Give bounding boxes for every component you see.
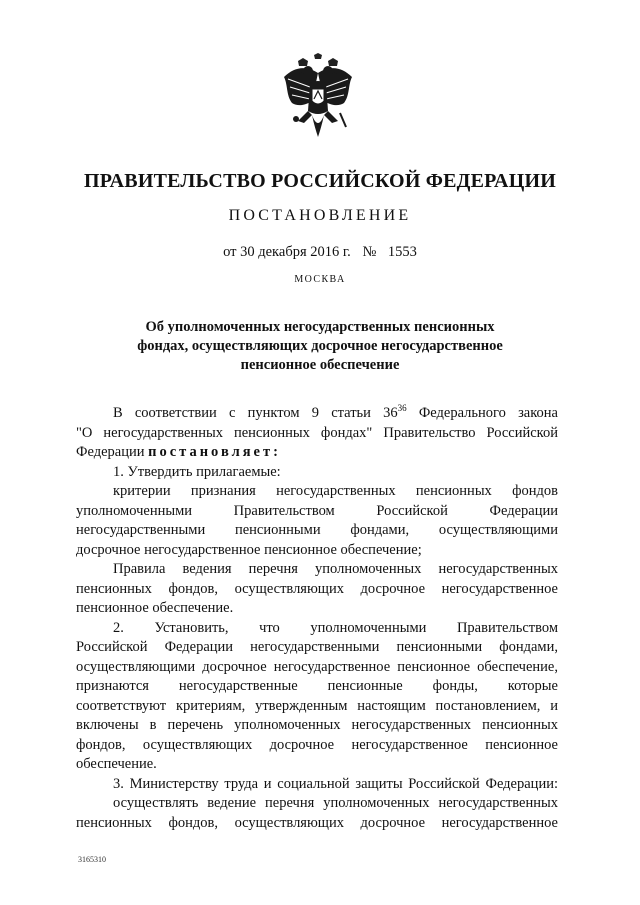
body-line: Российской Федерации негосударственными пенсионными фондами, bbox=[76, 639, 558, 655]
body-line: 3. Министерству труда и социальной защиты Российской Федерации: bbox=[113, 775, 558, 792]
body-line: 2. Установить, что уполномоченными Правительством bbox=[113, 619, 558, 636]
document-number: 1553 bbox=[387, 244, 417, 260]
body-line: включены в перечень уполномоченных негосударственных пенсионных bbox=[76, 717, 558, 733]
city: МОСКВА bbox=[294, 274, 346, 285]
title-line: фондах, осуществляющих досрочное негосударственное bbox=[137, 338, 503, 354]
title-line: пенсионное обеспечение bbox=[240, 357, 400, 373]
body-line: пенсионных фондов, осуществляющих досрочное негосударственное bbox=[76, 580, 558, 597]
body-line: пенсионных фондов, осуществляющих досрочное негосударственное bbox=[76, 814, 558, 831]
body-text: Федерального закона bbox=[406, 405, 558, 421]
body-line: фондов, осуществляющих досрочное негосударственное пенсионное bbox=[76, 736, 558, 753]
document-code: 3165310 bbox=[78, 855, 106, 864]
body-line: признаются негосударственные пенсионные фонды, которые bbox=[76, 678, 558, 694]
operative-word: постановляет: bbox=[148, 444, 281, 460]
body-line: критерии признания негосударственных пенсионных фондов bbox=[113, 483, 558, 499]
superscript: 36 bbox=[397, 403, 407, 414]
document-date: от 30 декабря 2016 г. bbox=[223, 244, 351, 260]
body-text: Федерации bbox=[76, 444, 149, 460]
number-sign: № bbox=[362, 244, 377, 260]
document-type: ПОСТАНОВЛЕНИЕ bbox=[228, 207, 412, 224]
body-line: досрочное негосударственное пенсионное обеспечение; bbox=[76, 541, 422, 558]
document-title bbox=[110, 318, 530, 375]
body-line: уполномоченными Правительством Российской Федерации bbox=[76, 502, 558, 519]
body-line: осуществляющими досрочное негосударственное пенсионное обеспечение, bbox=[76, 658, 558, 675]
body-line: соответствуют критериям, утвержденным настоящим постановлением, и bbox=[76, 697, 558, 714]
russian-coat-of-arms-icon bbox=[276, 53, 360, 141]
body-line: Правила ведения перечня уполномоченных негосударственных bbox=[113, 561, 558, 577]
body-line bbox=[76, 443, 558, 463]
body-line: пенсионное обеспечение. bbox=[76, 600, 234, 616]
body-line: 1. Утвердить прилагаемые: bbox=[113, 463, 281, 480]
body-line bbox=[76, 404, 558, 424]
body-line: негосударственными пенсионными фондами, осуществляющими bbox=[76, 522, 558, 538]
body-line: осуществлять ведение перечня уполномоченных негосударственных bbox=[113, 795, 558, 811]
body-line: обеспечение. bbox=[76, 756, 157, 772]
body-line: "О негосударственных пенсионных фондах" Правительство Российской bbox=[76, 424, 558, 441]
body-text: В соответствии с пунктом 9 статьи 36 bbox=[113, 405, 398, 421]
document-body bbox=[76, 404, 558, 833]
date-line bbox=[0, 244, 640, 261]
issuer-title: ПРАВИТЕЛЬСТВО РОССИЙСКОЙ ФЕДЕРАЦИИ bbox=[84, 170, 556, 192]
title-line: Об уполномоченных негосударственных пенсионных bbox=[145, 319, 495, 335]
